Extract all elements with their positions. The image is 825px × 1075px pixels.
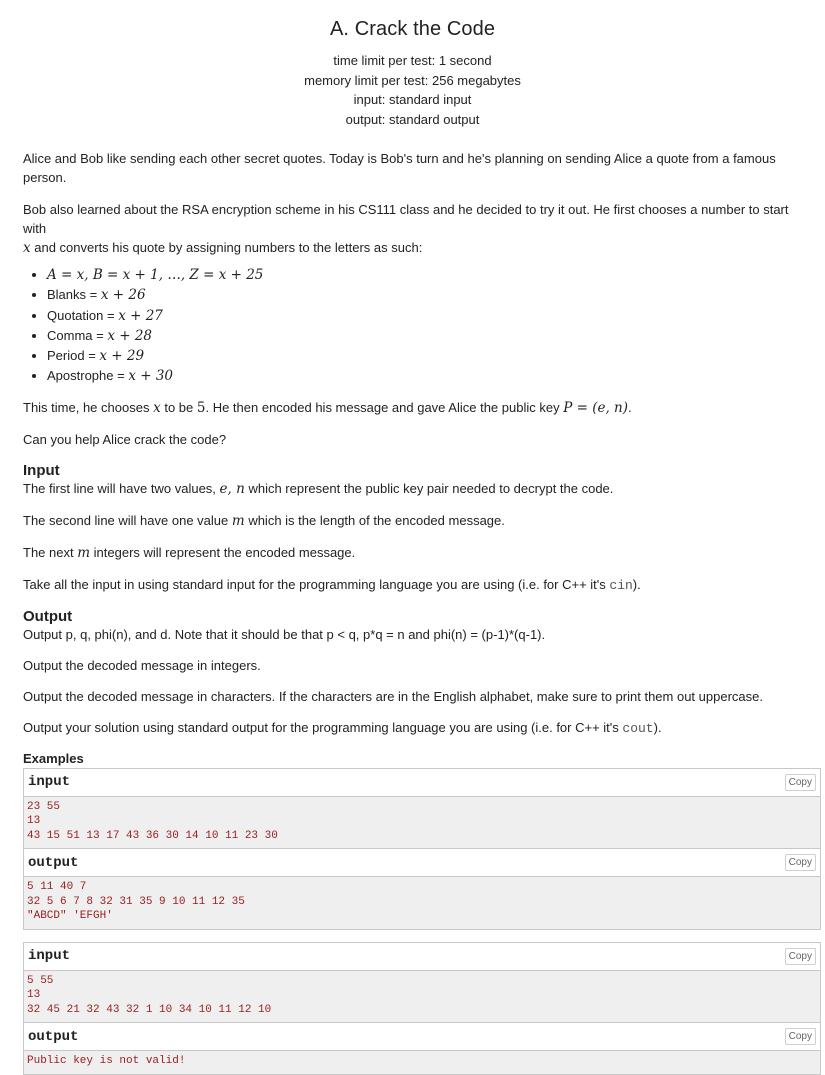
copy-button[interactable]: Copy [785,774,816,791]
example-test-1 [23,768,821,930]
copy-button[interactable]: Copy [785,854,816,871]
example-output-header [24,1023,820,1051]
output-line-3: Output the decoded message in characters. If the characters are in the English alphabet, make sure to print them out uppercase. [23,688,763,704]
letter-mapping-list [23,265,801,387]
example-output-header [24,849,820,877]
example-output-label: output [28,1028,79,1045]
time-limit: time limit per test: 1 second [333,53,492,68]
list-item: • Comma = x + 28 [47,326,801,346]
statement-paragraph-2: Bob also learned about the RSA encryption scheme in his CS111 class and he decided to try it out. He first chooses a number to start with x and converts his quote by assigning numbers to the letters as such: [23,202,789,256]
list-item: • Apostrophe = x + 30 [47,366,801,386]
copy-button[interactable]: Copy [785,948,816,965]
output-spec: output: standard output [345,111,480,127]
example-input-header [24,943,820,971]
copy-button[interactable]: Copy [785,1028,816,1045]
problem-header [0,0,825,129]
statement-paragraph-4: Can you help Alice crack the code? [23,431,227,447]
output-line-2: Output the decoded message in integers. [23,657,261,673]
input-line-2: The second line will have one value m which is the length of the encoded message. [23,512,505,529]
list-item: • Quotation = x + 27 [47,306,801,326]
statement-paragraph-1: Alice and Bob like sending each other secret quotes. Today is Bob's turn and he's planning on sending Alice a quote from a famous person. [23,151,776,185]
input-section-title: Input [23,461,60,479]
input-line-1: The first line will have two values, e, n which represent the public key pair needed to decrypt the code. [23,480,614,497]
example-input-header [24,769,820,797]
var-x: x [23,240,31,256]
list-item: • Period = x + 29 [47,346,801,366]
example-output-label: output [28,854,79,871]
problem-statement [0,149,825,1075]
output-line-4: Output your solution using standard output for the programming language you are using (i.e. for C++ it's cout). [23,719,662,736]
input-spec: input: standard input [353,92,472,107]
example-output-content: Public key is not valid! [24,1051,820,1074]
problem-title: A. Crack the Code [329,18,496,40]
output-section-title: Output [23,607,73,625]
example-input-label: input [28,948,71,965]
statement-paragraph-3: This time, he chooses x to be 5. He then encoded his message and gave Alice the public key P = (e, n). [23,399,632,416]
input-line-4: Take all the input in using standard input for the programming language you are using (i.e. for C++ it's cin). [23,576,641,593]
input-line-3: The next m integers will represent the encoded message. [23,544,356,561]
output-line-1: Output p, q, phi(n), and d. Note that it should be that p < q, p*q = n and phi(n) = (p-1)*(q-1). [23,626,546,642]
example-input-label: input [28,774,71,791]
example-input-content: 23 55 13 43 15 51 13 17 43 36 30 14 10 11 23 30 [24,797,820,850]
example-output-content: 5 11 40 7 32 5 6 7 8 32 31 35 9 10 11 12 35 "ABCD" 'EFGH' [24,877,820,929]
example-input-content: 5 55 13 32 45 21 32 43 32 1 10 34 10 11 12 10 [24,971,820,1024]
memory-limit: memory limit per test: 256 megabytes [304,72,521,88]
list-item: • Blanks = x + 26 [47,285,801,305]
example-test-2 [23,942,821,1075]
examples-title: Examples [23,750,84,766]
list-item: • A = x, B = x + 1, …, Z = x + 25 [47,265,801,285]
